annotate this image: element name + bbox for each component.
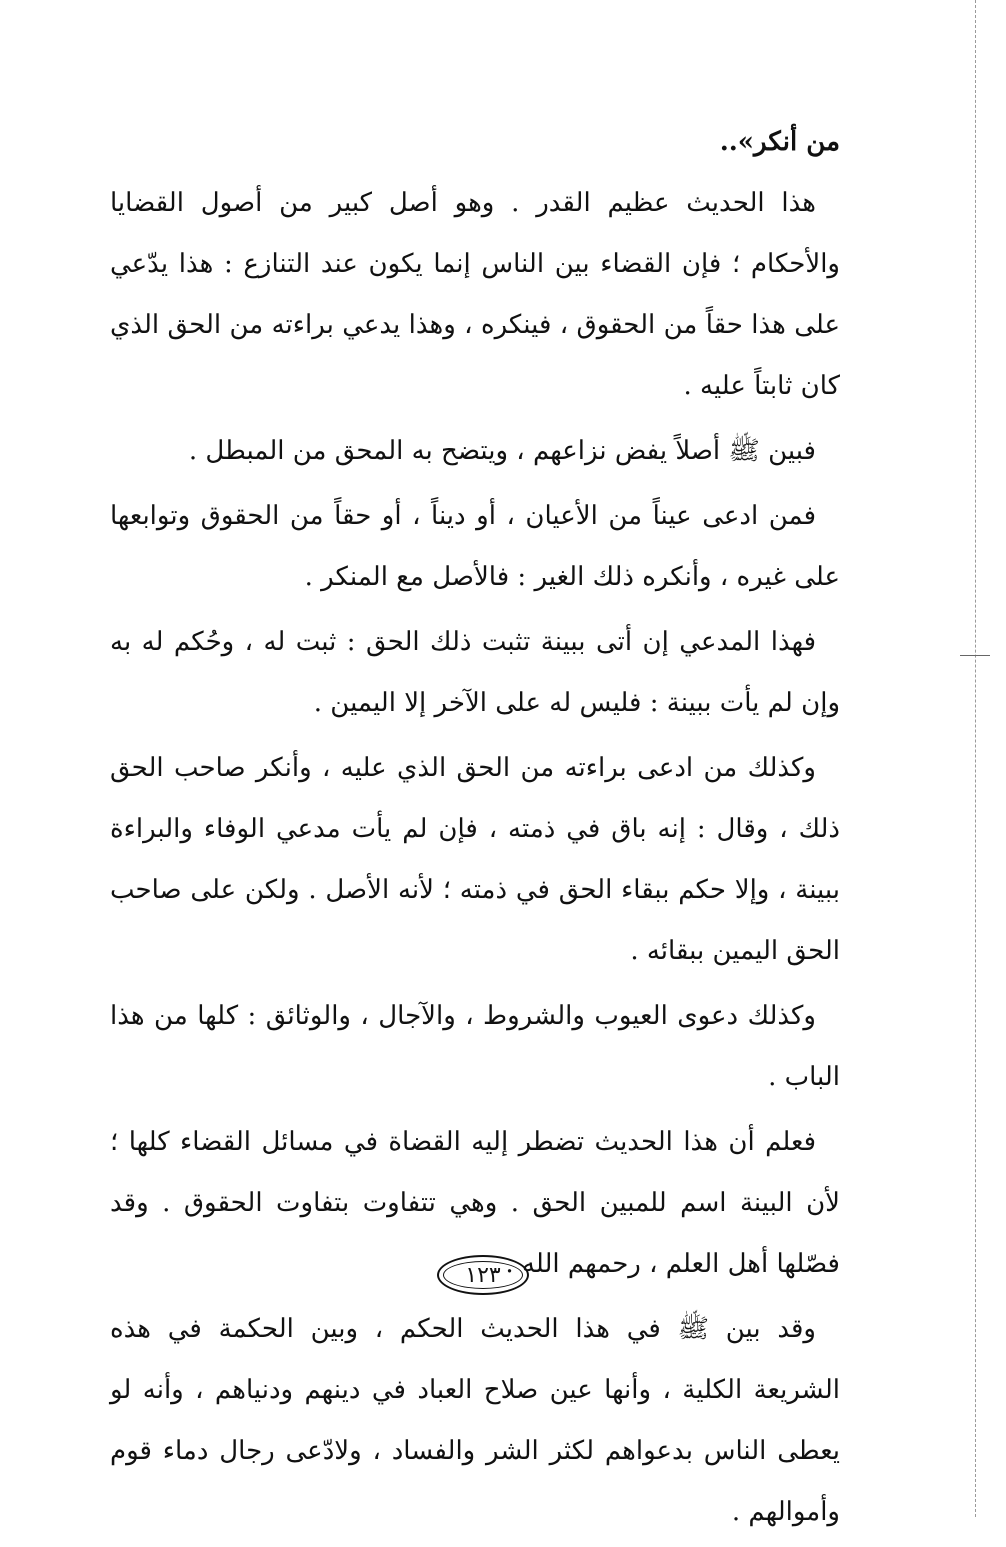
paragraph: فبين ﷺ أصلاً يفض نزاعهم ، ويتضح به المحق من المبطل . xyxy=(188,436,816,466)
paragraph: فهذا المدعي إن أتى ببينة تثبت ذلك الحق : ثبت له ، وحُكم له به وإن لم يأت ببينة : فليس له على الآخر إلا اليمين . xyxy=(110,627,840,718)
body-text xyxy=(110,112,840,1547)
paragraph: وكذلك دعوى العيوب والشروط ، والآجال ، والوثائق : كلها من هذا الباب . xyxy=(110,1001,840,1092)
page-number: ١٢٣ xyxy=(437,1255,529,1295)
paragraph: وكذلك من ادعى براءته من الحق الذي عليه ، وأنكر صاحب الحق ذلك ، وقال : إنه باق في ذمته ، فإن لم يأت مدعي الوفاء والبراءة ببينة ، وإلا حكم ببقاء الحق في ذمته ؛ لأنه الأصل . ولكن على صاحب الحق اليمين ببقائه . xyxy=(110,753,840,966)
binding-margin-line xyxy=(975,0,976,1517)
paragraph: هذا الحديث عظيم القدر . وهو أصل كبير من أصول القضايا والأحكام ؛ فإن القضاء بين الناس إنما يكون عند التنازع : هذا يدّعي على هذا حقاً من الحقوق ، فينكره ، وهذا يدعي براءته من الحق الذي كان ثابتاً عليه . xyxy=(110,188,840,401)
binding-margin-tick xyxy=(960,655,990,656)
paragraph: فعلم أن هذا الحديث تضطر إليه القضاة في مسائل القضاء كلها ؛ لأن البينة اسم للمبين الحق . وهي تتفاوت بتفاوت الحقوق . وقد فصّلها أهل العلم ، رحمهم الله . xyxy=(110,1127,840,1279)
paragraph: وقد بين ﷺ في هذا الحديث الحكم ، وبين الحكمة في هذه الشريعة الكلية ، وأنها عين صلاح العباد في دينهم ودنياهم ، وأنه لو يعطى الناس بدعواهم لكثر الشر والفساد ، ولادّعى رجال دماء قوم وأموالهم . xyxy=(110,1314,840,1527)
paragraph-continuation: من أنكر».. xyxy=(719,127,840,157)
paragraph: فمن ادعى عيناً من الأعيان ، أو ديناً ، أو حقاً من الحقوق وتوابعها على غيره ، وأنكره ذلك الغير : فالأصل مع المنكر . xyxy=(110,501,840,592)
